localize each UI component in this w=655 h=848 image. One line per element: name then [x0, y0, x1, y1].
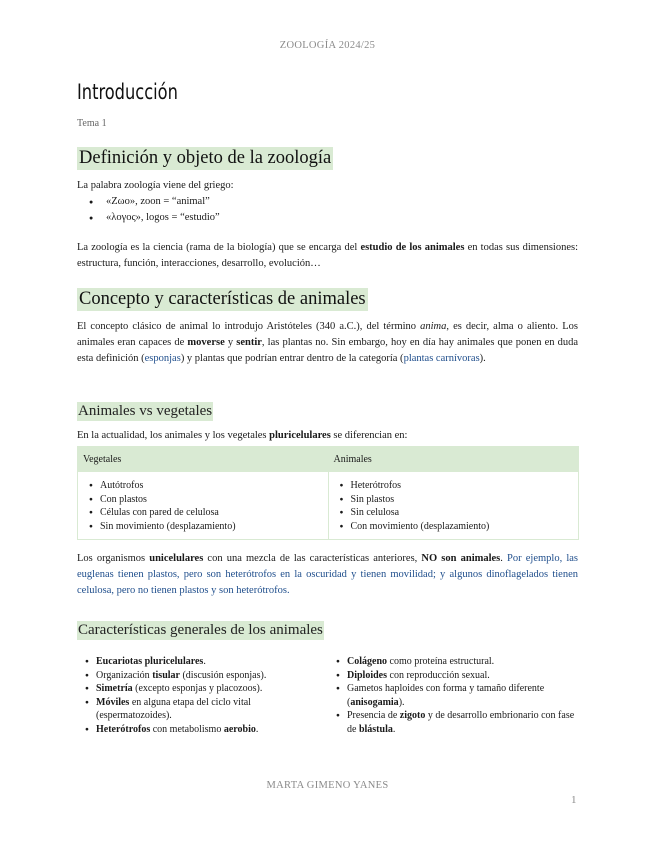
comparison-table [77, 446, 579, 540]
heading-animales-vs-vegetales: Animales vs vegetales [78, 403, 213, 419]
list-item: ● Sin celulosa [334, 506, 574, 520]
table-header-animales: Animales [328, 447, 579, 472]
heading-definicion: Definición y objeto de la zoología [79, 148, 332, 168]
characteristics-columns [77, 655, 579, 736]
list-item: ● Simetría (excepto esponjas y placozoos). [77, 682, 328, 696]
link-plantas-carnivoras[interactable]: plantas carnívoras [403, 353, 480, 364]
table-cell-vegetales [78, 472, 329, 540]
heading-concepto: Concepto y características de animales [79, 289, 366, 309]
list-item: ● «λογος», logos = “estudio” [89, 210, 220, 226]
document-title: Introducción [77, 80, 178, 104]
list-item: ● «Ζωο», zoon = “animal” [89, 194, 220, 210]
heading-caracteristicas-generales: Características generales de los animales [78, 622, 323, 638]
document-subtitle: Tema 1 [77, 118, 107, 129]
footer-author: MARTA GIMENO YANES [266, 780, 389, 791]
list-item: ● Autótrofos [83, 479, 323, 493]
sec3-paragraph: Los organismos unicelulares con una mezcla de las características anteriores, NO son animales. Por ejemplo, las euglenas tienen plastos, pero son heterótrofos en la oscuridad y tienen movilidad; y algunos dinoflagelados tienen celulosa, pero no tienen plastos y son heterótrofos. [77, 553, 579, 596]
table-header-vegetales: Vegetales [78, 447, 329, 472]
list-item: ● Con plastos [83, 493, 323, 507]
running-header: ZOOLOGÍA 2024/25 [279, 40, 376, 51]
sec1-intro: La palabra zoología viene del griego: [77, 180, 234, 191]
list-item: ● Colágeno como proteína estructural. [328, 655, 579, 669]
page-number: 1 [571, 794, 577, 806]
list-item: ● Heterótrofos con metabolismo aerobio. [77, 723, 328, 737]
list-item: ● Presencia de zigoto y de desarrollo embrionario con fase de blástula. [328, 709, 579, 736]
characteristics-right [328, 655, 579, 736]
sec3-intro: En la actualidad, los animales y los vegetales pluricelulares se diferencian en: [77, 430, 408, 441]
list-item: ● Organización tisular (discusión esponjas). [77, 669, 328, 683]
list-item: ● Diploides con reproducción sexual. [328, 669, 579, 683]
list-item: ● Gametos haploides con forma y tamaño diferente (anisogamia). [328, 682, 579, 709]
list-item: ● Móviles en alguna etapa del ciclo vital (espermatozoides). [77, 696, 328, 723]
list-item: ● Con movimiento (desplazamiento) [334, 520, 574, 534]
characteristics-left [77, 655, 328, 736]
list-item: ● Heterótrofos [334, 479, 574, 493]
list-item: ● Sin movimiento (desplazamiento) [83, 520, 323, 534]
table-cell-animales [328, 472, 579, 540]
sec1-paragraph: La zoología es la ciencia (rama de la biología) que se encarga del estudio de los animales en todas sus dimensiones: estructura, función, interacciones, desarrollo, evolución… [77, 242, 578, 269]
link-esponjas[interactable]: esponjas [144, 353, 181, 364]
etymology-list [89, 194, 220, 226]
list-item: ● Eucariotas pluricelulares. [77, 655, 328, 669]
list-item: ● Células con pared de celulosa [83, 506, 323, 520]
sec2-paragraph: El concepto clásico de animal lo introdujo Aristóteles (340 a.C.), del término anima, es decir, alma o aliento. Los animales eran capaces de moverse y sentir, las plantas no. Sin embargo, hoy en día hay animales que ponen en duda esta definición (esponjas) y plantas que podrían entrar dentro de la categoría (plantas carnívoras). [77, 321, 579, 364]
list-item: ● Sin plastos [334, 493, 574, 507]
